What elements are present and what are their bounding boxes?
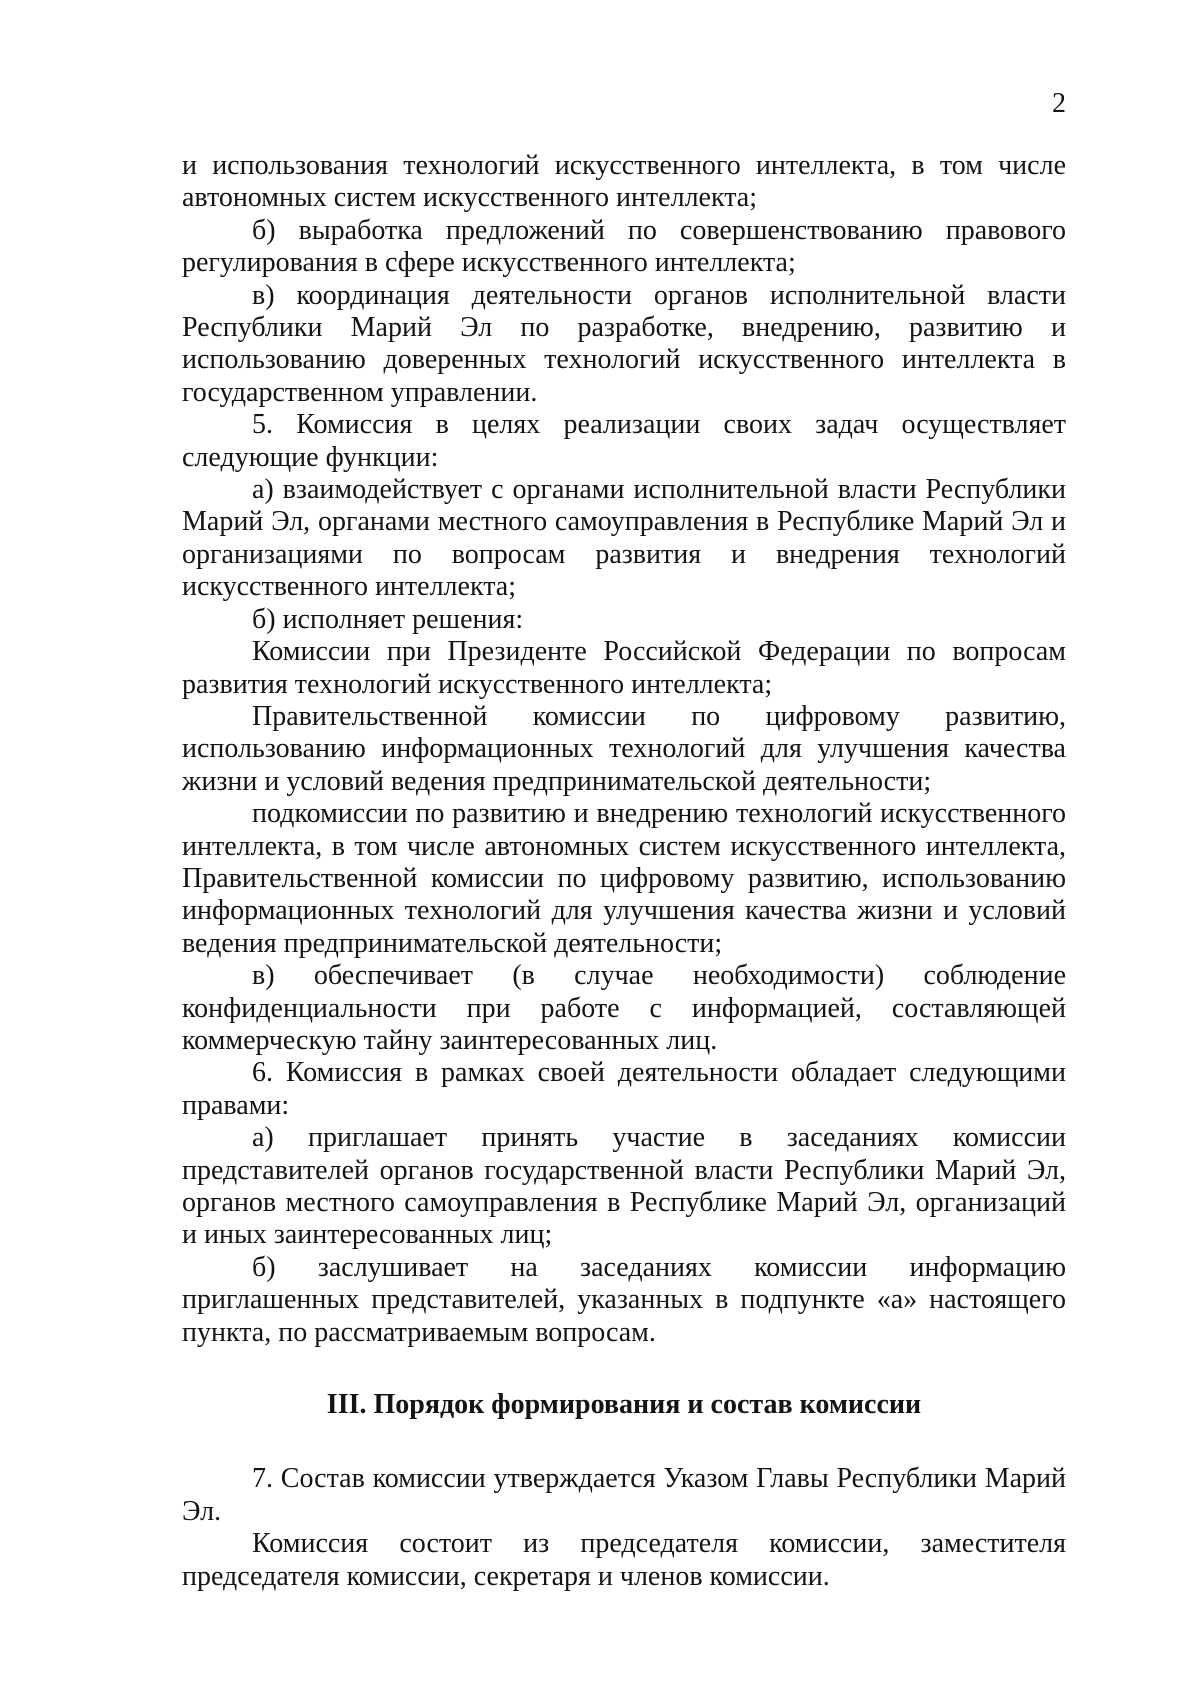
- paragraph-right-b: б) заслушивает на заседаниях комиссии информацию приглашенных представителей, указанных в подпункте «а» настоящего пункта, по рассматриваемым вопросам.: [182, 1251, 1066, 1348]
- paragraph-item-5: 5. Комиссия в целях реализации своих задач осуществляет следующие функции:: [182, 409, 1066, 473]
- document-body: [182, 150, 1066, 1593]
- paragraph-task-b: б) выработка предложений по совершенствованию правового регулирования в сфере искусственного интеллекта;: [182, 214, 1066, 279]
- paragraph-task-v: в) координация деятельности органов исполнительной власти Республики Марий Эл по разработке, внедрению, развитию и использованию доверенных технологий искусственного интеллекта в государственном управлении.: [182, 279, 1066, 408]
- section-heading: III. Порядок формирования и состав комиссии: [326, 1389, 922, 1421]
- paragraph-function-v: в) обеспечивает (в случае необходимости) соблюдение конфиденциальности при работе с информацией, составляющей коммерческую тайну заинтересованных лиц.: [182, 960, 1066, 1056]
- paragraph-item-6: 6. Комиссия в рамках своей деятельности обладает следующими правами:: [182, 1057, 1066, 1121]
- page-number: 2: [1052, 88, 1066, 119]
- paragraph-item-7: 7. Состав комиссии утверждается Указом Главы Республики Марий Эл.: [182, 1463, 1066, 1527]
- paragraph-government-commission: Правительственной комиссии по цифровому развитию, использованию информационных технологий для улучшения качества жизни и условий ведения предпринимательской деятельности;: [182, 700, 1066, 797]
- paragraph-presidential-commission: Комиссии при Президенте Российской Федерации по вопросам развития технологий искусственного интеллекта;: [182, 636, 1066, 700]
- paragraph-commission-composition: Комиссия состоит из председателя комиссии, заместителя председателя комиссии, секретаря и членов комиссии.: [182, 1528, 1066, 1592]
- paragraph-function-a: а) взаимодействует с органами исполнительной власти Республики Марий Эл, органами местного самоуправления в Республике Марий Эл и организациями по вопросам развития и внедрения технологий искусственного интеллекта;: [182, 474, 1066, 603]
- paragraph-right-a: а) приглашает принять участие в заседаниях комиссии представителей органов государственной власти Республики Марий Эл, органов местного самоуправления в Республике Марий Эл, организаций и иных заинтересованных лиц;: [182, 1122, 1066, 1251]
- paragraph-subcommission: подкомиссии по развитию и внедрению технологий искусственного интеллекта, в том числе автономных систем искусственного интеллекта, Правительственной комиссии по цифровому развитию, использованию информационных технологий для улучшения качества жизни и условий ведения предпринимательской деятельности;: [182, 798, 1066, 959]
- paragraph-ai-technologies-continuation: и использования технологий искусственного интеллекта, в том числе автономных систем искусственного интеллекта;: [182, 150, 1066, 214]
- paragraph-function-b: б) исполняет решения:: [252, 603, 524, 635]
